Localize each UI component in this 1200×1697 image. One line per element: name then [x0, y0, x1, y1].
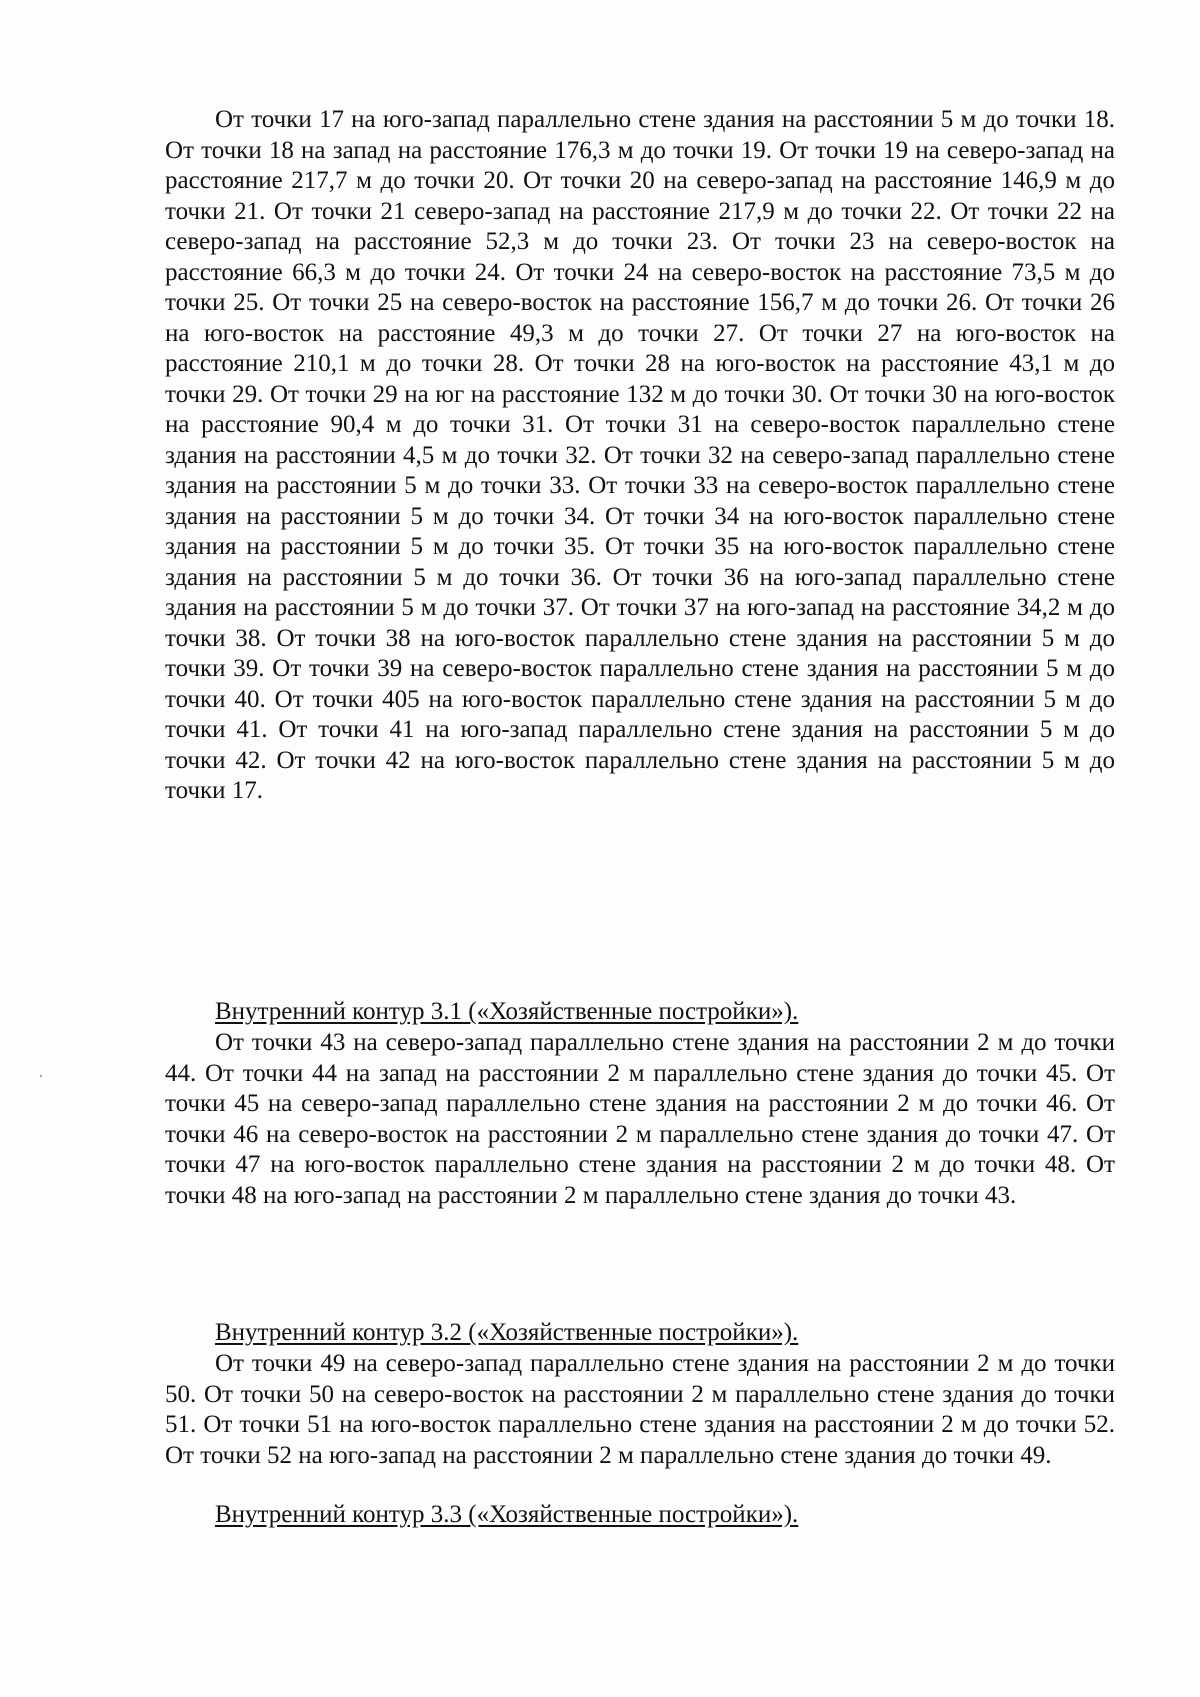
- contour-3-2-paragraph: От точки 49 на северо-запад параллельно стене здания на расстоянии 2 м до точки 50. От точки 50 на северо-восток на расстоянии 2 м параллельно стене здания до точки 51. От точки 51 на юго-восток параллельно стене здания на расстоянии 2 м до точки 52. От точки 52 на юго-запад на расстоянии 2 м параллельно стене здания до точки 49.: [165, 1350, 1115, 1469]
- contour-3-2-block: [165, 1349, 1115, 1471]
- section-heading-contour-3-1: Внутренний контур 3.1 («Хозяйственные постройки»).: [215, 998, 799, 1025]
- scan-speck: [40, 1075, 42, 1077]
- section-heading-contour-3-2: Внутренний контур 3.2 («Хозяйственные постройки»).: [215, 1319, 799, 1346]
- section-heading-contour-3-3: Внутренний контур 3.3 («Хозяйственные постройки»).: [215, 1501, 799, 1528]
- boundary-paragraph: От точки 17 на юго-запад параллельно стене здания на расстоянии 5 м до точки 18. От точки 18 на запад на расстояние 176,3 м до точки 19. От точки 19 на северо-запад на расстояние 217,7 м до точки 20. От точки 20 на северо-запад на расстояние 146,9 м до точки 21. От точки 21 северо-запад на расстояние 217,9 м до точки 22. От точки 22 на северо-запад на расстояние 52,3 м до точки 23. От точки 23 на северо-восток на расстояние 66,3 м до точки 24. От точки 24 на северо-восток на расстояние 73,5 м до точки 25. От точки 25 на северо-восток на расстояние 156,7 м до точки 26. От точки 26 на юго-восток на расстояние 49,3 м до точки 27. От точки 27 на юго-восток на расстояние 210,1 м до точки 28. От точки 28 на юго-восток на расстояние 43,1 м до точки 29. От точки 29 на юг на расстояние 132 м до точки 30. От точки 30 на юго-восток на расстояние 90,4 м до точки 31. От точки 31 на северо-восток параллельно стене здания на расстоянии 4,5 м до точки 32. От точки 32 на северо-запад параллельно стене здания на расстоянии 5 м до точки 33. От точки 33 на северо-восток параллельно стене здания на расстоянии 5 м до точки 34. От точки 34 на юго-восток параллельно стене здания на расстоянии 5 м до точки 35. От точки 35 на юго-восток параллельно стене здания на расстоянии 5 м до точки 36. От точки 36 на юго-запад параллельно стене здания на расстоянии 5 м до точки 37. От точки 37 на юго-запад на расстояние 34,2 м до точки 38. От точки 38 на юго-восток параллельно стене здания на расстоянии 5 м до точки 39. От точки 39 на северо-восток параллельно стене здания на расстоянии 5 м до точки 40. От точки 405 на юго-восток параллельно стене здания на расстоянии 5 м до точки 41. От точки 41 на юго-запад параллельно стене здания на расстоянии 5 м до точки 42. От точки 42 на юго-восток параллельно стене здания на расстоянии 5 м до точки 17.: [165, 106, 1115, 804]
- contour-3-1-block: [165, 1028, 1115, 1211]
- boundary-description-block: [165, 105, 1115, 807]
- contour-3-1-paragraph: От точки 43 на северо-запад параллельно стене здания на расстоянии 2 м до точки 44. От точки 44 на запад на расстоянии 2 м параллельно стене здания до точки 45. От точки 45 на северо-запад параллельно стене здания на расстоянии 2 м до точки 46. От точки 46 на северо-восток на расстоянии 2 м параллельно стене здания до точки 47. От точки 47 на юго-восток параллельно стене здания на расстоянии 2 м до точки 48. От точки 48 на юго-запад на расстоянии 2 м параллельно стене здания до точки 43.: [165, 1029, 1115, 1209]
